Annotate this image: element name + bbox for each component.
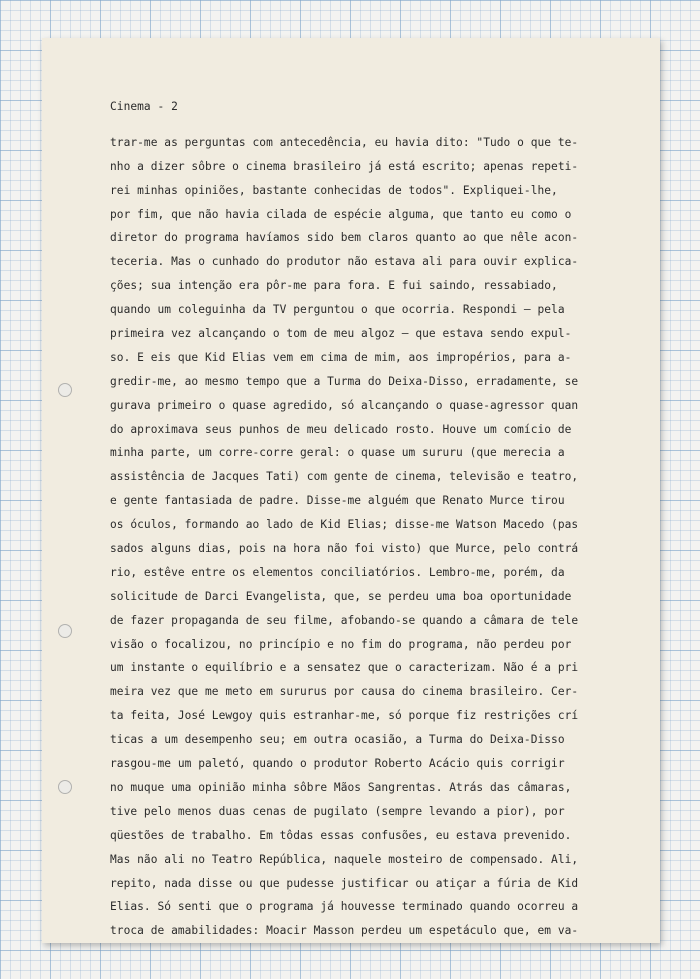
text-line: minha parte, um corre-corre geral: o quase um sururu (que merecia a xyxy=(110,446,565,460)
text-line: trar-me as perguntas com antecedência, eu havia dito: "Tudo o que te- xyxy=(110,135,579,149)
punch-hole xyxy=(58,624,72,638)
text-line: os óculos, formando ao lado de Kid Elias; disse-me Watson Macedo (pas xyxy=(110,518,579,532)
text-line: solicitude de Darci Evangelista, que, se perdeu uma boa oportunidade xyxy=(110,589,572,603)
text-line: ticas a um desempenho seu; em outra ocasião, a Turma do Deixa-Disso xyxy=(110,733,565,747)
text-line: primeira vez alcançando o tom de meu algoz — que estava sendo expul- xyxy=(110,327,572,341)
punch-hole xyxy=(58,383,72,397)
text-line: sados alguns dias, pois na hora não foi visto) que Murce, pelo contrá xyxy=(110,542,579,556)
text-line: ta feita, José Lewgoy quis estranhar-me, só porque fiz restrições crí xyxy=(110,709,579,723)
text-line: rei minhas opiniões, bastante conhecidas de todos". Expliquei-lhe, xyxy=(110,183,558,197)
text-line: um instante o equilíbrio e a sensatez que o caracterizam. Não é a pri xyxy=(110,661,579,675)
text-line: rasgou-me um paletó, quando o produtor Roberto Acácio quis corrigir xyxy=(110,757,565,771)
text-line: troca de amabilidades: Moacir Masson perdeu um espetáculo que, em va- xyxy=(110,924,579,938)
typewritten-page xyxy=(42,38,660,943)
text-line: gurava primeiro o quase agredido, só alcançando o quase-agressor quan xyxy=(110,398,579,412)
text-line: qüestões de trabalho. Em tôdas essas confusões, eu estava prevenido. xyxy=(110,828,572,842)
text-line: nho a dizer sôbre o cinema brasileiro já está escrito; apenas repeti- xyxy=(110,159,579,173)
text-line: ções; sua intenção era pôr-me para fora. E fui saindo, ressabiado, xyxy=(110,279,558,293)
text-line: so. E eis que Kid Elias vem em cima de mim, aos impropérios, para a- xyxy=(110,350,572,364)
text-line: teceria. Mas o cunhado do produtor não estava ali para ouvir explica- xyxy=(110,255,579,269)
text-line: meira vez que me meto em sururus por causa do cinema brasileiro. Cer- xyxy=(110,685,579,699)
text-line: no muque uma opinião minha sôbre Mãos Sangrentas. Atrás das câmaras, xyxy=(110,780,572,794)
text-line: de fazer propaganda de seu filme, afobando-se quando a câmara de tele xyxy=(110,613,579,627)
text-body xyxy=(110,131,650,943)
text-line: gredir-me, ao mesmo tempo que a Turma do Deixa-Disso, erradamente, se xyxy=(110,374,579,388)
text-line: visão o focalizou, no princípio e no fim do programa, não perdeu por xyxy=(110,637,572,651)
text-line: Elias. Só senti que o programa já houvesse terminado quando ocorreu a xyxy=(110,900,579,914)
text-line: rio, estêve entre os elementos conciliatórios. Lembro-me, porém, da xyxy=(110,565,565,579)
text-line: repito, nada disse ou que pudesse justificar ou atiçar a fúria de Kid xyxy=(110,876,579,890)
text-line: Mas não ali no Teatro República, naquele mosteiro de compensado. Ali, xyxy=(110,852,579,866)
punch-hole xyxy=(58,780,72,794)
text-line: tive pelo menos duas cenas de pugilato (sempre levando a pior), por xyxy=(110,804,565,818)
text-line: quando um coleguinha da TV perguntou o que ocorria. Respondi — pela xyxy=(110,303,565,317)
text-line: por fim, que não havia cilada de espécie alguma, que tanto eu como o xyxy=(110,207,572,221)
text-line: e gente fantasiada de padre. Disse-me alguém que Renato Murce tirou xyxy=(110,494,565,508)
text-line: assistência de Jacques Tati) com gente de cinema, televisão e teatro, xyxy=(110,470,579,484)
page-text xyxy=(110,95,650,943)
text-line: do aproximava seus punhos de meu delicado rosto. Houve um comício de xyxy=(110,422,572,436)
text-line: diretor do programa havíamos sido bem claros quanto ao que nêle acon- xyxy=(110,231,579,245)
page-header: Cinema - 2 xyxy=(110,100,178,113)
